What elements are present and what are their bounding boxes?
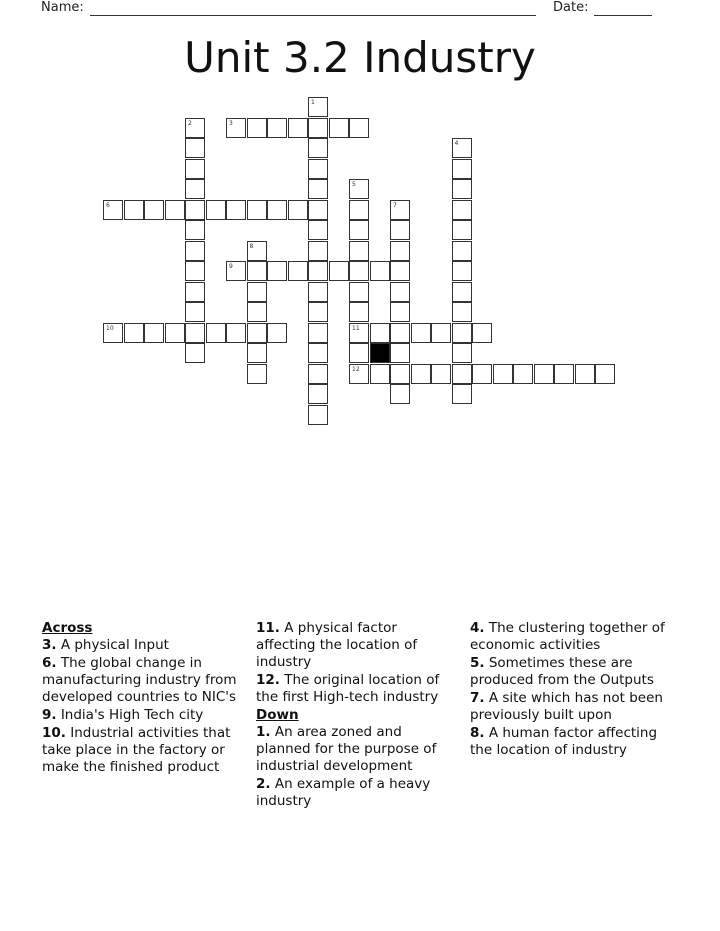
crossword-cell[interactable]	[370, 364, 390, 384]
crossword-cell[interactable]	[247, 282, 267, 302]
clue-down-4: 4. The clustering together of economic activities	[470, 620, 665, 653]
crossword-cell[interactable]	[329, 261, 349, 281]
crossword-cell[interactable]	[185, 159, 205, 179]
crossword-cell[interactable]	[493, 364, 513, 384]
crossword-cell[interactable]	[329, 118, 349, 138]
crossword-cell[interactable]	[185, 220, 205, 240]
crossword-cell[interactable]	[595, 364, 615, 384]
crossword-cell[interactable]	[411, 323, 431, 343]
clue-across-10: 10. Industrial activities that take place in the factory or make the finished product	[42, 725, 231, 775]
crossword-cell[interactable]	[247, 302, 267, 322]
crossword-cell[interactable]	[452, 282, 472, 302]
crossword-cell[interactable]	[452, 343, 472, 363]
clue-across-3: 3. A physical Input	[42, 637, 169, 653]
clues-column-3	[470, 620, 670, 760]
crossword-cell[interactable]	[452, 220, 472, 240]
crossword-cell[interactable]	[349, 364, 369, 384]
crossword-cell[interactable]	[390, 384, 410, 404]
crossword-cell[interactable]	[308, 159, 328, 179]
crossword-cell[interactable]	[308, 384, 328, 404]
crossword-cell[interactable]	[267, 200, 287, 220]
crossword-cell[interactable]	[103, 323, 123, 343]
crossword-cell[interactable]	[513, 364, 533, 384]
crossword-cell[interactable]	[349, 200, 369, 220]
crossword-cell[interactable]	[308, 302, 328, 322]
crossword-cell[interactable]	[452, 384, 472, 404]
crossword-cell[interactable]	[124, 323, 144, 343]
crossword-cell[interactable]	[349, 241, 369, 261]
crossword-cell[interactable]	[308, 261, 328, 281]
crossword-cell[interactable]	[206, 323, 226, 343]
cell-clue-number: 8	[249, 242, 254, 250]
date-label: Date:	[553, 0, 589, 15]
cell-clue-number: 7	[393, 201, 397, 209]
cell-clue-number: 3	[229, 119, 233, 127]
clues-column-1	[42, 620, 247, 777]
crossword-cell[interactable]	[370, 323, 390, 343]
name-field-line[interactable]	[90, 15, 536, 16]
cell-clue-number: 2	[188, 119, 192, 127]
crossword-cell[interactable]	[390, 261, 410, 281]
crossword-cell[interactable]	[390, 200, 410, 220]
crossword-cell[interactable]	[349, 179, 369, 199]
crossword-cell[interactable]	[390, 343, 410, 363]
clue-down-8: 8. A human factor affecting the location of industry	[470, 725, 658, 758]
name-label: Name:	[41, 0, 84, 15]
cell-clue-number: 10	[106, 324, 114, 332]
crossword-cell[interactable]	[534, 364, 554, 384]
crossword-cell[interactable]	[452, 302, 472, 322]
crossword-cell[interactable]	[349, 282, 369, 302]
crossword-cell[interactable]	[349, 302, 369, 322]
clue-across-11: 11. A physical factor affecting the location of industry	[256, 620, 418, 670]
crossword-cell[interactable]	[124, 200, 144, 220]
crossword-cell[interactable]	[390, 302, 410, 322]
crossword-cell[interactable]	[472, 364, 492, 384]
crossword-cell[interactable]	[431, 364, 451, 384]
down-heading: Down	[256, 707, 299, 723]
crossword-cell[interactable]	[185, 179, 205, 199]
crossword-cell[interactable]	[575, 364, 595, 384]
crossword-cell[interactable]	[226, 261, 246, 281]
crossword-cell[interactable]	[165, 323, 185, 343]
date-field-line[interactable]	[594, 15, 652, 16]
cell-clue-number: 12	[352, 365, 360, 373]
crossword-cell[interactable]	[554, 364, 574, 384]
across-heading: Across	[42, 620, 93, 636]
crossword-cell[interactable]	[452, 364, 472, 384]
crossword-cell[interactable]	[308, 118, 328, 138]
crossword-cell[interactable]	[288, 200, 308, 220]
crossword-cell[interactable]	[206, 200, 226, 220]
crossword-cell[interactable]	[247, 364, 267, 384]
clue-down-1: 1. An area zoned and planned for the purpose of industrial development	[256, 724, 437, 774]
crossword-cell[interactable]	[370, 261, 390, 281]
crossword-cell[interactable]	[349, 323, 369, 343]
clue-across-12: 12. The original location of the first High-tech industry	[256, 672, 440, 705]
crossword-cell[interactable]	[308, 97, 328, 117]
crossword-cell[interactable]	[308, 323, 328, 343]
cell-clue-number: 9	[229, 263, 233, 270]
cell-clue-number: 6	[106, 201, 110, 209]
crossword-cell[interactable]	[308, 405, 328, 425]
crossword-cell[interactable]	[185, 323, 205, 343]
crossword-cell[interactable]	[308, 220, 328, 240]
crossword-cell[interactable]	[226, 323, 246, 343]
crossword-cell[interactable]	[267, 261, 287, 281]
crossword-cell[interactable]	[452, 261, 472, 281]
clue-down-2: 2. An example of a heavy industry	[256, 776, 431, 809]
crossword-cell[interactable]	[165, 200, 185, 220]
crossword-cell[interactable]	[308, 343, 328, 363]
cell-clue-number: 1	[311, 99, 315, 106]
crossword-cell[interactable]	[452, 159, 472, 179]
crossword-cell[interactable]	[390, 241, 410, 261]
crossword-cell[interactable]	[267, 323, 287, 343]
clue-down-5: 5. Sometimes these are produced from the Outputs	[470, 655, 654, 688]
clue-across-9: 9. India's High Tech city	[42, 707, 204, 723]
crossword-cell[interactable]	[390, 220, 410, 240]
crossword-cell[interactable]	[411, 364, 431, 384]
crossword-cell[interactable]	[247, 200, 267, 220]
crossword-cell[interactable]	[349, 118, 369, 138]
crossword-cell[interactable]	[472, 323, 492, 343]
cell-clue-number: 4	[454, 140, 459, 147]
crossword-cell[interactable]	[452, 241, 472, 261]
crossword-cell[interactable]	[308, 138, 328, 158]
crossword-cell[interactable]	[452, 323, 472, 343]
cell-clue-number: 11	[352, 324, 360, 332]
crossword-cell[interactable]	[308, 364, 328, 384]
crossword-cell[interactable]	[144, 200, 164, 220]
crossword-cell[interactable]	[226, 118, 246, 138]
crossword-cell[interactable]	[431, 323, 451, 343]
worksheet-header	[0, 0, 720, 20]
crossword-cell[interactable]	[185, 241, 205, 261]
clue-across-6: 6. The global change in manufacturing industry from developed countries to NIC's	[42, 655, 237, 705]
crossword-cell[interactable]	[247, 343, 267, 363]
crossword-black-cell	[370, 343, 390, 363]
crossword-cell[interactable]	[185, 200, 205, 220]
crossword-cell[interactable]	[185, 343, 205, 363]
crossword-cell[interactable]	[185, 302, 205, 322]
crossword-cell[interactable]	[308, 282, 328, 302]
crossword-cell[interactable]	[185, 138, 205, 158]
crossword-cell[interactable]	[288, 118, 308, 138]
crossword-cell[interactable]	[452, 200, 472, 220]
crossword-cell[interactable]	[349, 220, 369, 240]
crossword-cell[interactable]	[247, 261, 267, 281]
crossword-cell[interactable]	[185, 118, 205, 138]
crossword-cell[interactable]	[308, 179, 328, 199]
crossword-cell[interactable]	[452, 179, 472, 199]
crossword-cell[interactable]	[247, 323, 267, 343]
crossword-cell[interactable]	[185, 261, 205, 281]
clue-down-7: 7. A site which has not been previously built upon	[470, 690, 663, 723]
crossword-cell[interactable]	[267, 118, 287, 138]
crossword-cell[interactable]	[226, 200, 246, 220]
crossword-cell[interactable]	[288, 261, 308, 281]
crossword-cell[interactable]	[247, 118, 267, 138]
page-title: Unit 3.2 Industry	[184, 33, 536, 82]
crossword-cell[interactable]	[103, 200, 123, 220]
crossword-cell[interactable]	[452, 138, 472, 158]
crossword-cell[interactable]	[390, 323, 410, 343]
crossword-cell[interactable]	[349, 261, 369, 281]
cell-clue-number: 5	[352, 181, 356, 188]
crossword-cell[interactable]	[144, 323, 164, 343]
crossword-cell[interactable]	[390, 364, 410, 384]
crossword-cell[interactable]	[185, 282, 205, 302]
crossword-cell[interactable]	[247, 241, 267, 261]
crossword-cell[interactable]	[390, 282, 410, 302]
clues-column-2	[256, 620, 456, 811]
crossword-cell[interactable]	[308, 200, 328, 220]
crossword-cell[interactable]	[349, 343, 369, 363]
crossword-cell[interactable]	[308, 241, 328, 261]
